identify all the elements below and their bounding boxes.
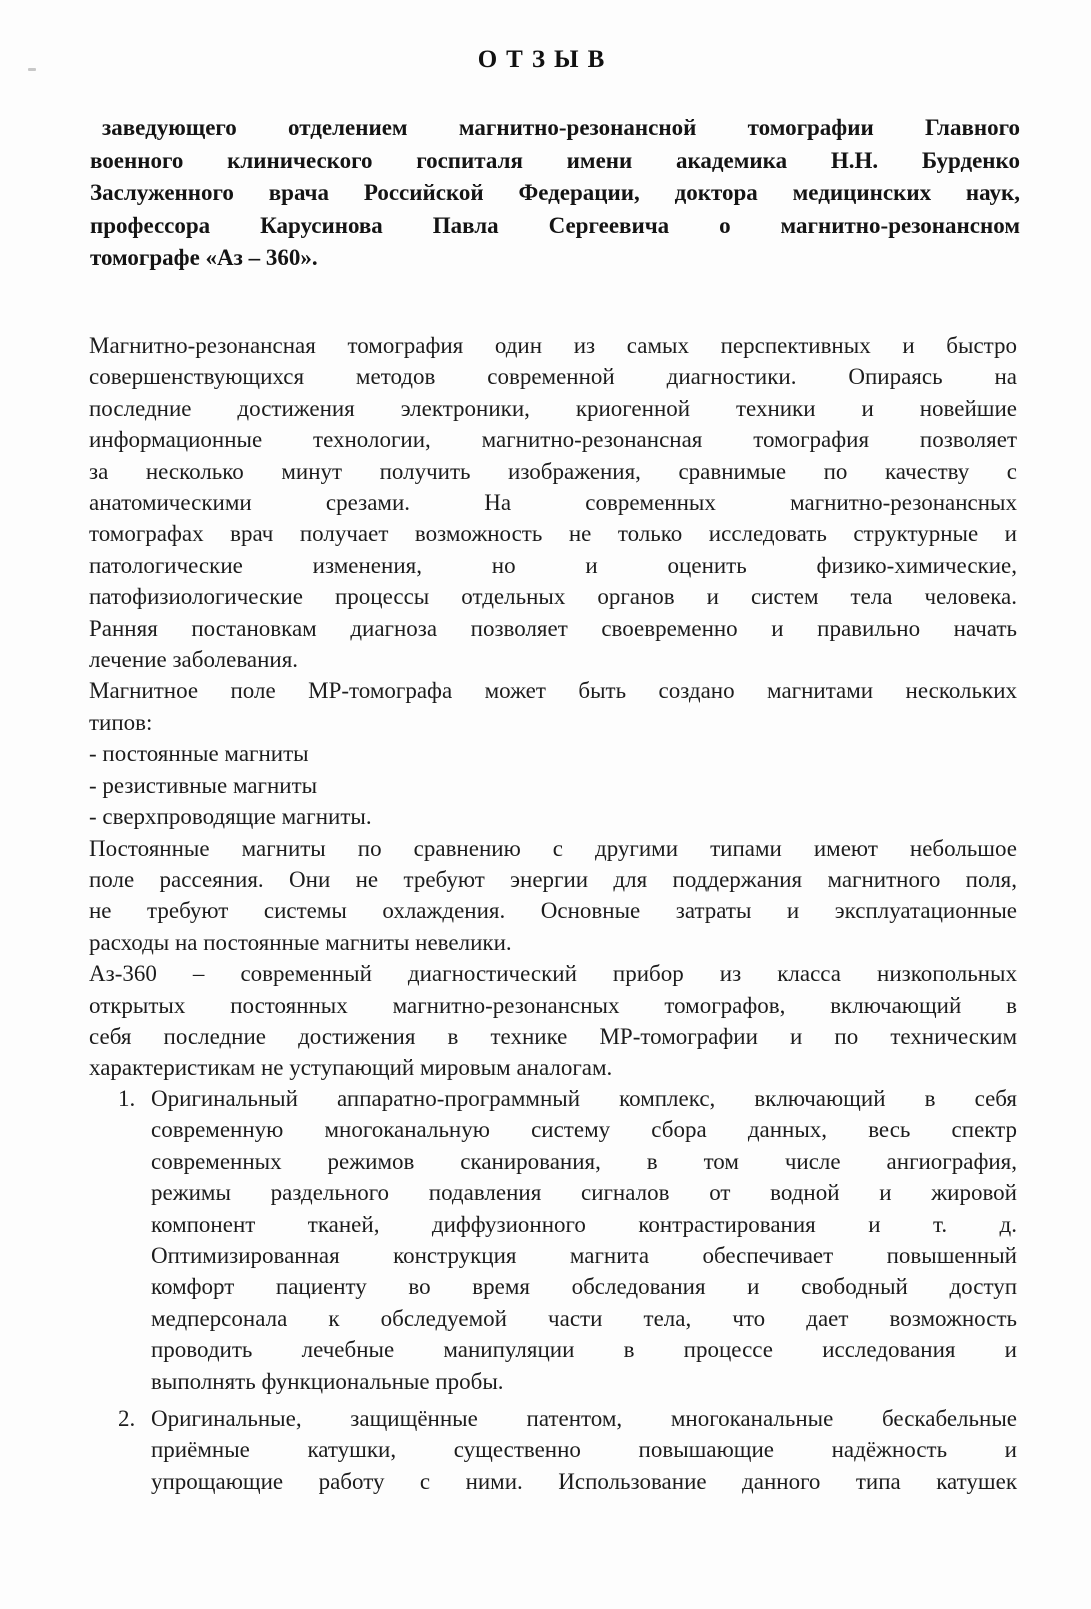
text-line: - сверхпроводящие магниты.: [89, 804, 372, 830]
text-line: патологические изменения, но и оценить физико-химические,: [89, 552, 1017, 578]
text-line: компонент тканей, диффузионного контрастирования и т. д.: [151, 1211, 1017, 1237]
text-line: последние достижения электроники, криогенной техники и новейшие: [89, 395, 1017, 421]
paragraph-az360: [89, 958, 1017, 1084]
text-line: Оптимизированная конструкция магнита обеспечивает повышенный: [151, 1243, 1017, 1269]
text-line: медперсонала к обследуемой части тела, что дает возможность: [151, 1305, 1017, 1331]
text-line: характеристикам не уступающий мировым аналогам.: [89, 1055, 613, 1081]
text-line: типов:: [89, 709, 153, 735]
magnet-type-item: [89, 770, 1017, 801]
document-title: ОТЗЫВ: [477, 46, 614, 73]
numbered-list: [89, 1083, 1017, 1497]
list-item-number: 2.: [118, 1406, 136, 1432]
paragraph-intro: [89, 330, 1017, 675]
text-line: патофизиологические процессы отдельных органов и систем тела человека.: [89, 584, 1017, 610]
text-line: выполнять функциональные пробы.: [151, 1368, 504, 1394]
text-line: современных режимов сканирования, в том числе ангиография,: [151, 1148, 1017, 1174]
list-item: [89, 1083, 1017, 1397]
text-line: информационные технологии, магнитно-резонансная томография позволяет: [89, 427, 1017, 453]
heading-line: Заслуженного врача Российской Федерации, доктора медицинских наук,: [90, 180, 1020, 205]
paragraph-permanent-magnets: [89, 833, 1017, 959]
text-line: томографах врач получает возможность не только исследовать структурные и: [89, 521, 1017, 547]
heading-line: томографе «Аз – 360».: [90, 245, 318, 270]
paragraph-magnet-types: [89, 675, 1017, 738]
heading-line: заведующего отделением магнитно-резонансной томографии Главного: [102, 115, 1020, 140]
text-line: за несколько минут получить изображения, сравнимые по качеству с: [89, 458, 1017, 484]
text-line: Аз-360 – современный диагностический прибор из класса низкопольных: [89, 961, 1017, 987]
text-line: Оригинальные, защищённые патентом, многоканальные бескабельные: [151, 1406, 1017, 1432]
text-line: совершенствующихся методов современной диагностики. Опираясь на: [89, 364, 1017, 390]
magnet-type-item: [89, 801, 1017, 832]
document-heading: [90, 112, 1020, 275]
list-item: [89, 1403, 1017, 1497]
heading-line: профессора Карусинова Павла Сергеевича о магнитно-резонансном: [90, 212, 1020, 238]
text-line: современную многоканальную систему сбора данных, весь спектр: [151, 1117, 1017, 1143]
text-line: Магнитное поле МР-томографа может быть создано магнитами нескольких: [89, 678, 1017, 704]
text-line: комфорт пациенту во время обследования и свободный доступ: [151, 1274, 1017, 1300]
list-item-number: 1.: [118, 1086, 136, 1111]
text-line: режимы раздельного подавления сигналов от водной и жировой: [151, 1180, 1017, 1206]
heading-line: военного клинического госпиталя имени академика Н.Н. Бурденко: [90, 147, 1020, 173]
text-line: Ранняя постановкам диагноза позволяет своевременно и правильно начать: [89, 615, 1017, 641]
text-line: поле рассеяния. Они не требуют энергии для поддержания магнитного поля,: [89, 866, 1017, 892]
text-line: Оригинальный аппаратно-программный комплекс, включающий в себя: [151, 1086, 1017, 1111]
text-line: - постоянные магниты: [89, 741, 309, 767]
text-line: открытых постоянных магнитно-резонансных томографов, включающий в: [89, 992, 1017, 1018]
text-line: не требуют системы охлаждения. Основные затраты и эксплуатационные: [89, 898, 1017, 924]
text-line: анатомическими срезами. На современных магнитно-резонансных: [89, 490, 1017, 516]
text-line: Магнитно-резонансная томография один из самых перспективных и быстро: [89, 333, 1017, 358]
text-line: - резистивные магниты: [89, 772, 318, 798]
text-line: проводить лечебные манипуляции в процессе исследования и: [151, 1337, 1017, 1363]
magnet-type-item: [89, 738, 1017, 769]
document-body: [89, 330, 1017, 1084]
text-line: Постоянные магниты по сравнению с другими типами имеют небольшое: [89, 835, 1017, 861]
text-line: упрощающие работу с ними. Использование данного типа катушек: [151, 1468, 1017, 1494]
text-line: расходы на постоянные магниты невелики.: [89, 929, 512, 955]
text-line: лечение заболевания.: [89, 647, 299, 673]
text-line: приёмные катушки, существенно повышающие надёжность и: [151, 1437, 1017, 1463]
text-line: себя последние достижения в технике МР-томографии и по техническим: [89, 1023, 1017, 1049]
